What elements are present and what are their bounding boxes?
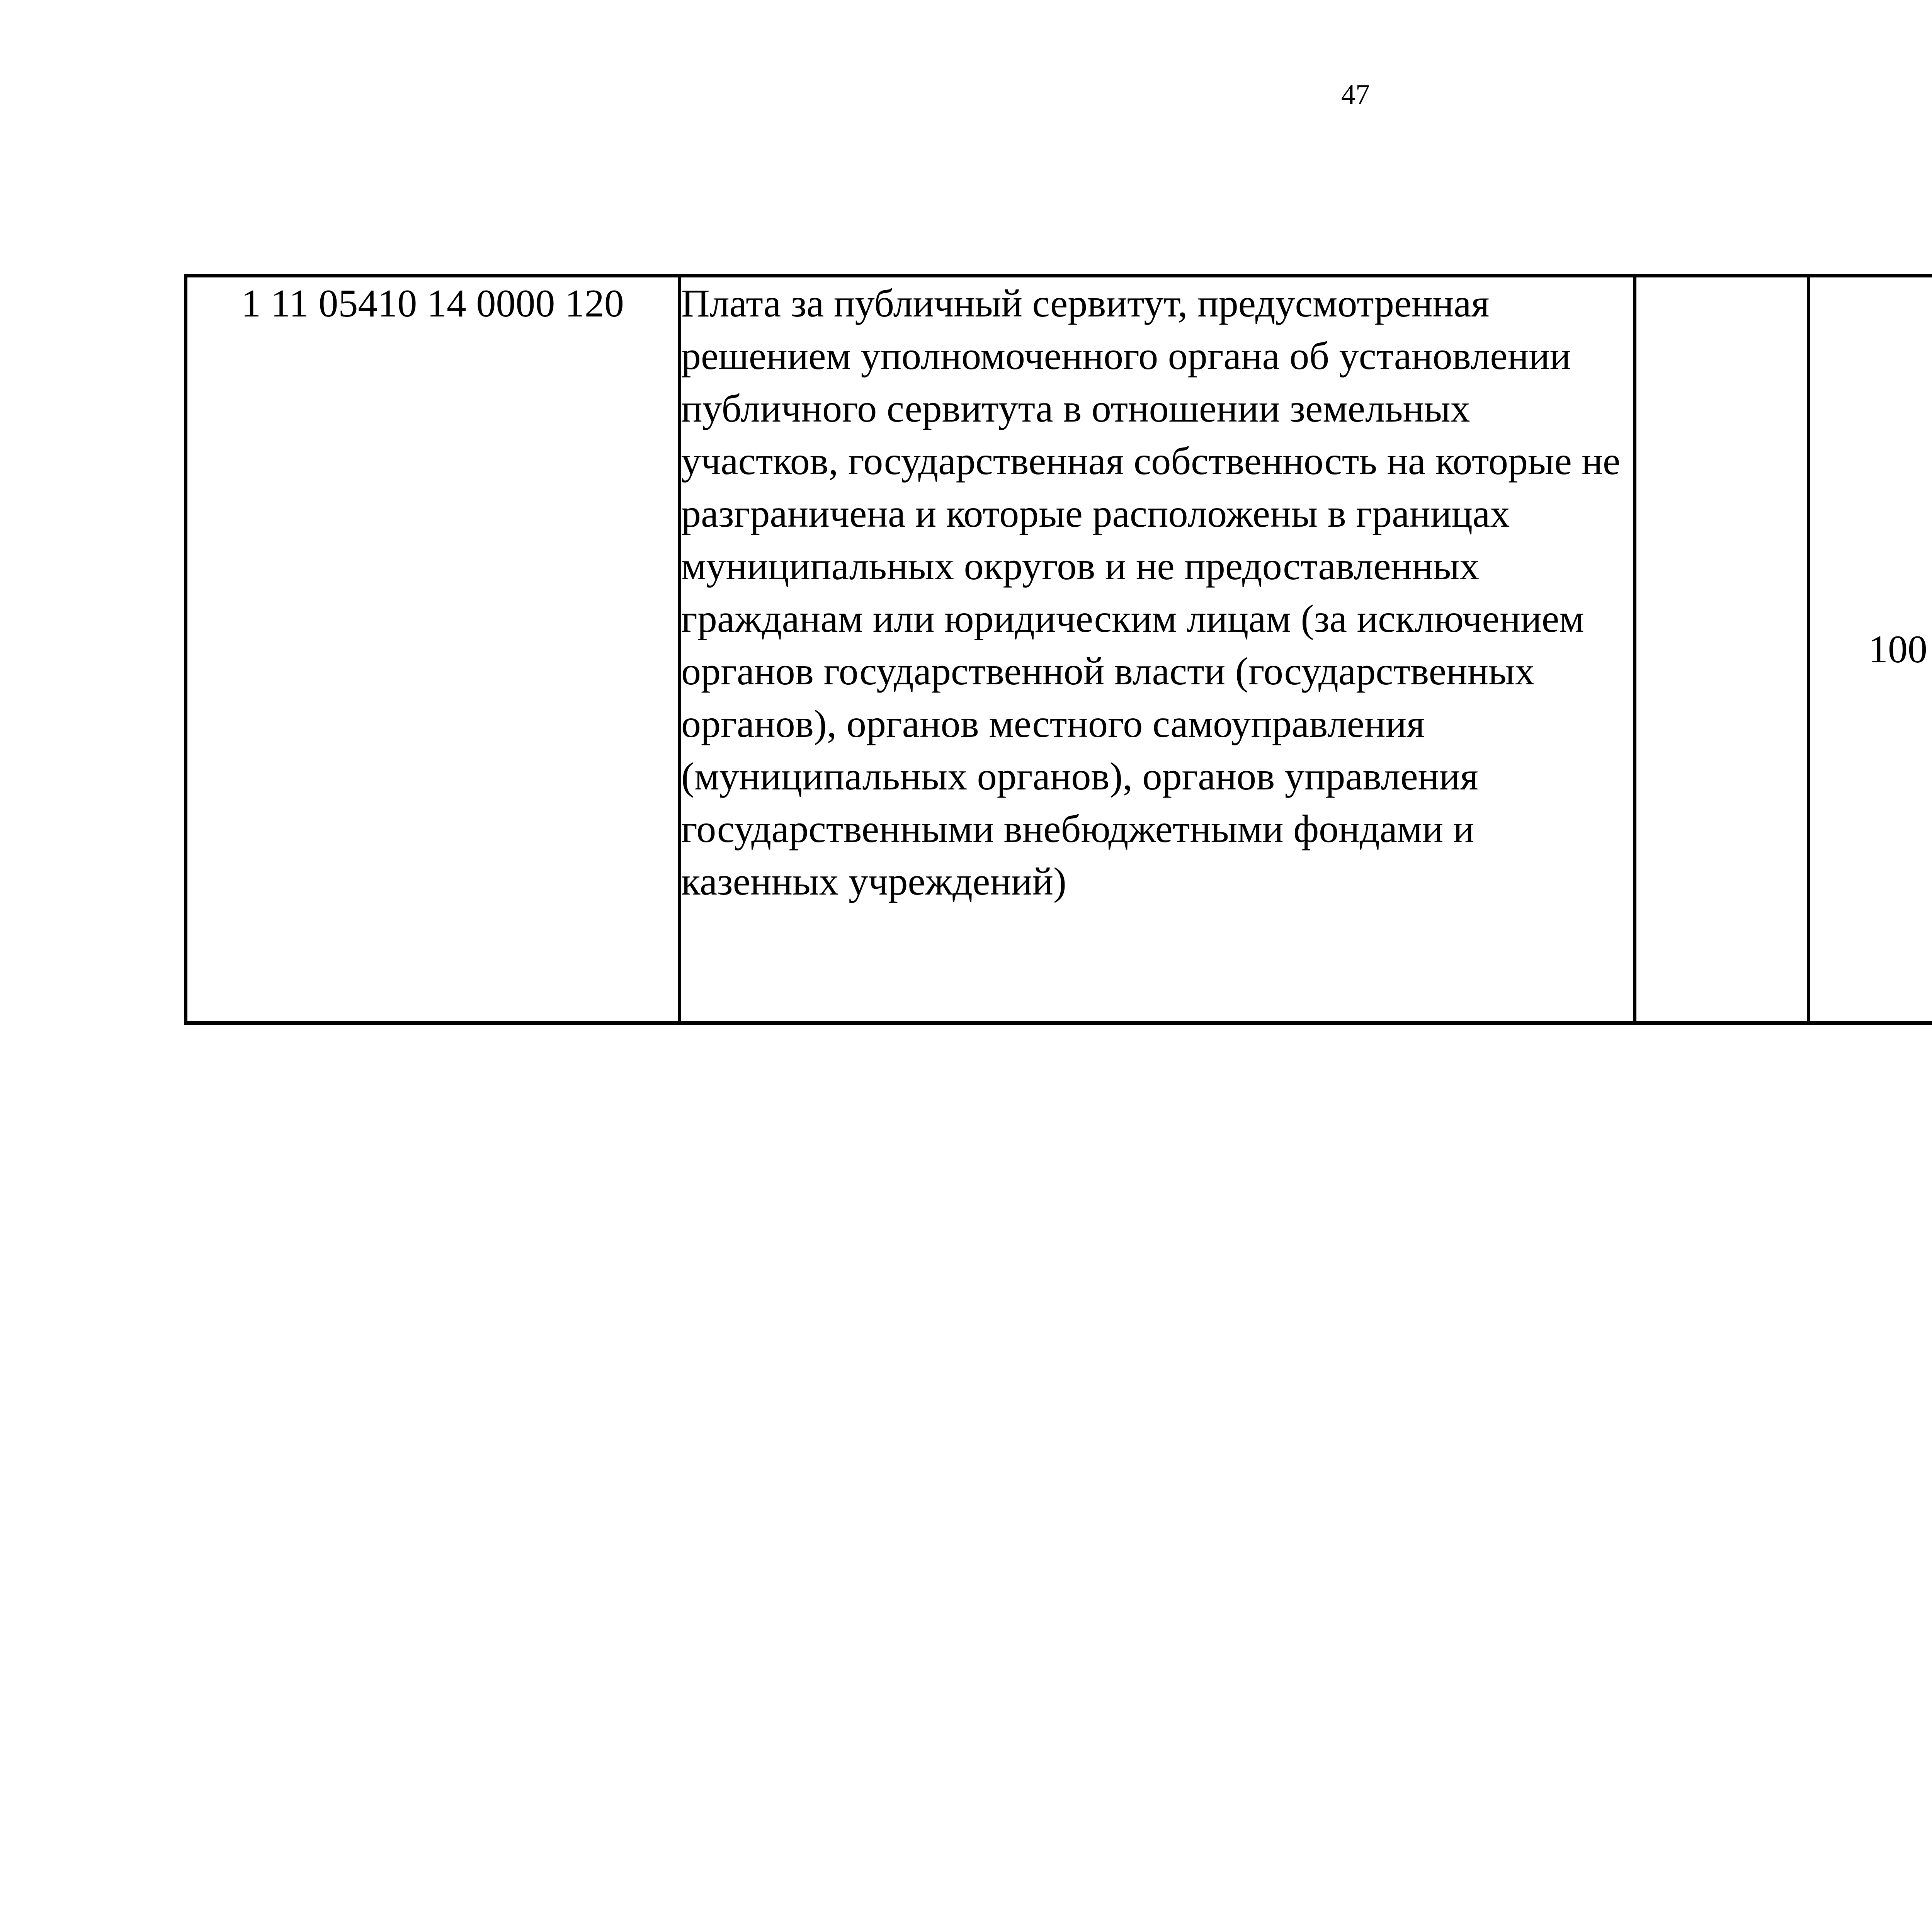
column-3-cell: [1635, 276, 1809, 1023]
norm-percent-cell: 100: [1809, 276, 1932, 1023]
budget-classification-table: [184, 274, 1932, 1025]
budget-code-cell: 1 11 05410 14 0000 120: [186, 276, 680, 1023]
page-number: 47: [1341, 79, 1370, 111]
revenue-name-cell: Плата за публичный сервитут, предусмотренная решением уполномоченного органа об установлении публичного сервитута в отношении земельных участков, государственная собственность на которые не разграничена и которые расположены в границах муниципальных округов и не предоставленных гражданам или юридическим лицам (за исключением органов государственной власти (государственных органов), органов местного самоуправления (муниципальных органов), органов управления государственными внебюджетными фондами и казенных учреждений): [680, 276, 1635, 1023]
table-row: [186, 276, 1932, 1023]
